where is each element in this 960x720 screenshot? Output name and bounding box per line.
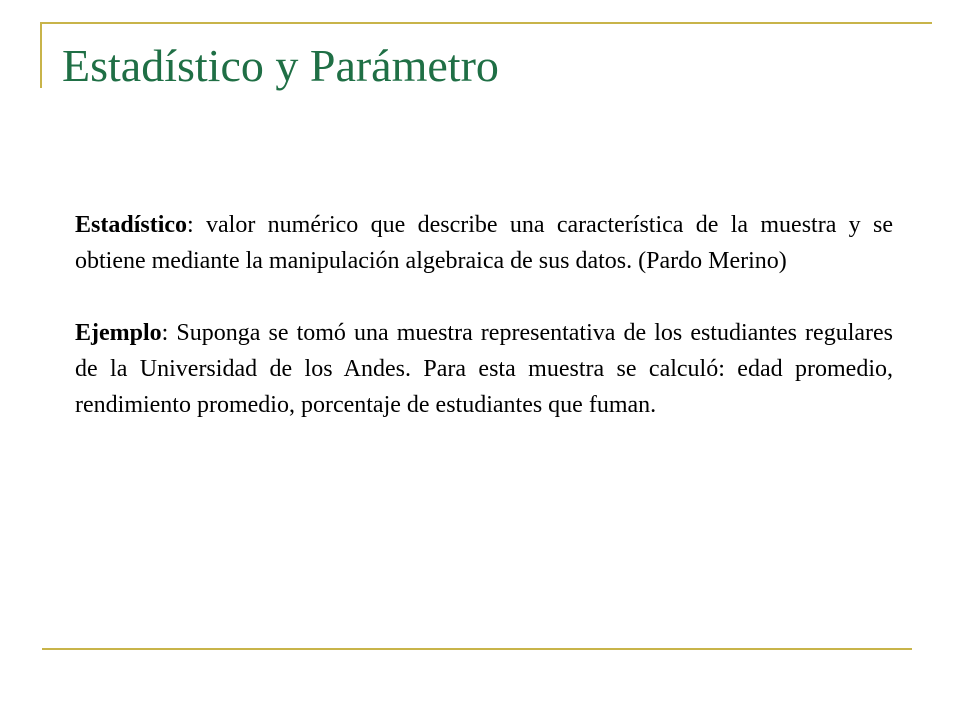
example-term: Ejemplo	[75, 320, 162, 346]
slide-body	[75, 207, 893, 423]
left-rule	[40, 22, 42, 88]
definition-term: Estadístico	[75, 212, 188, 238]
slide-title: Estadístico y Parámetro	[62, 40, 499, 91]
bottom-rule	[42, 648, 912, 650]
definition-paragraph	[75, 207, 893, 279]
definition-text: : valor numérico que describe una característica de la muestra y se obtiene mediante la manipulación algebraica de sus datos. (Pardo Merino)	[75, 212, 893, 274]
example-paragraph	[75, 315, 893, 423]
top-rule	[42, 22, 932, 24]
example-text: : Suponga se tomó una muestra representativa de los estudiantes regulares de la Universidad de los Andes. Para esta muestra se calculó: edad promedio, rendimiento promedio, porcentaje de estudiantes que fuman.	[75, 320, 893, 418]
